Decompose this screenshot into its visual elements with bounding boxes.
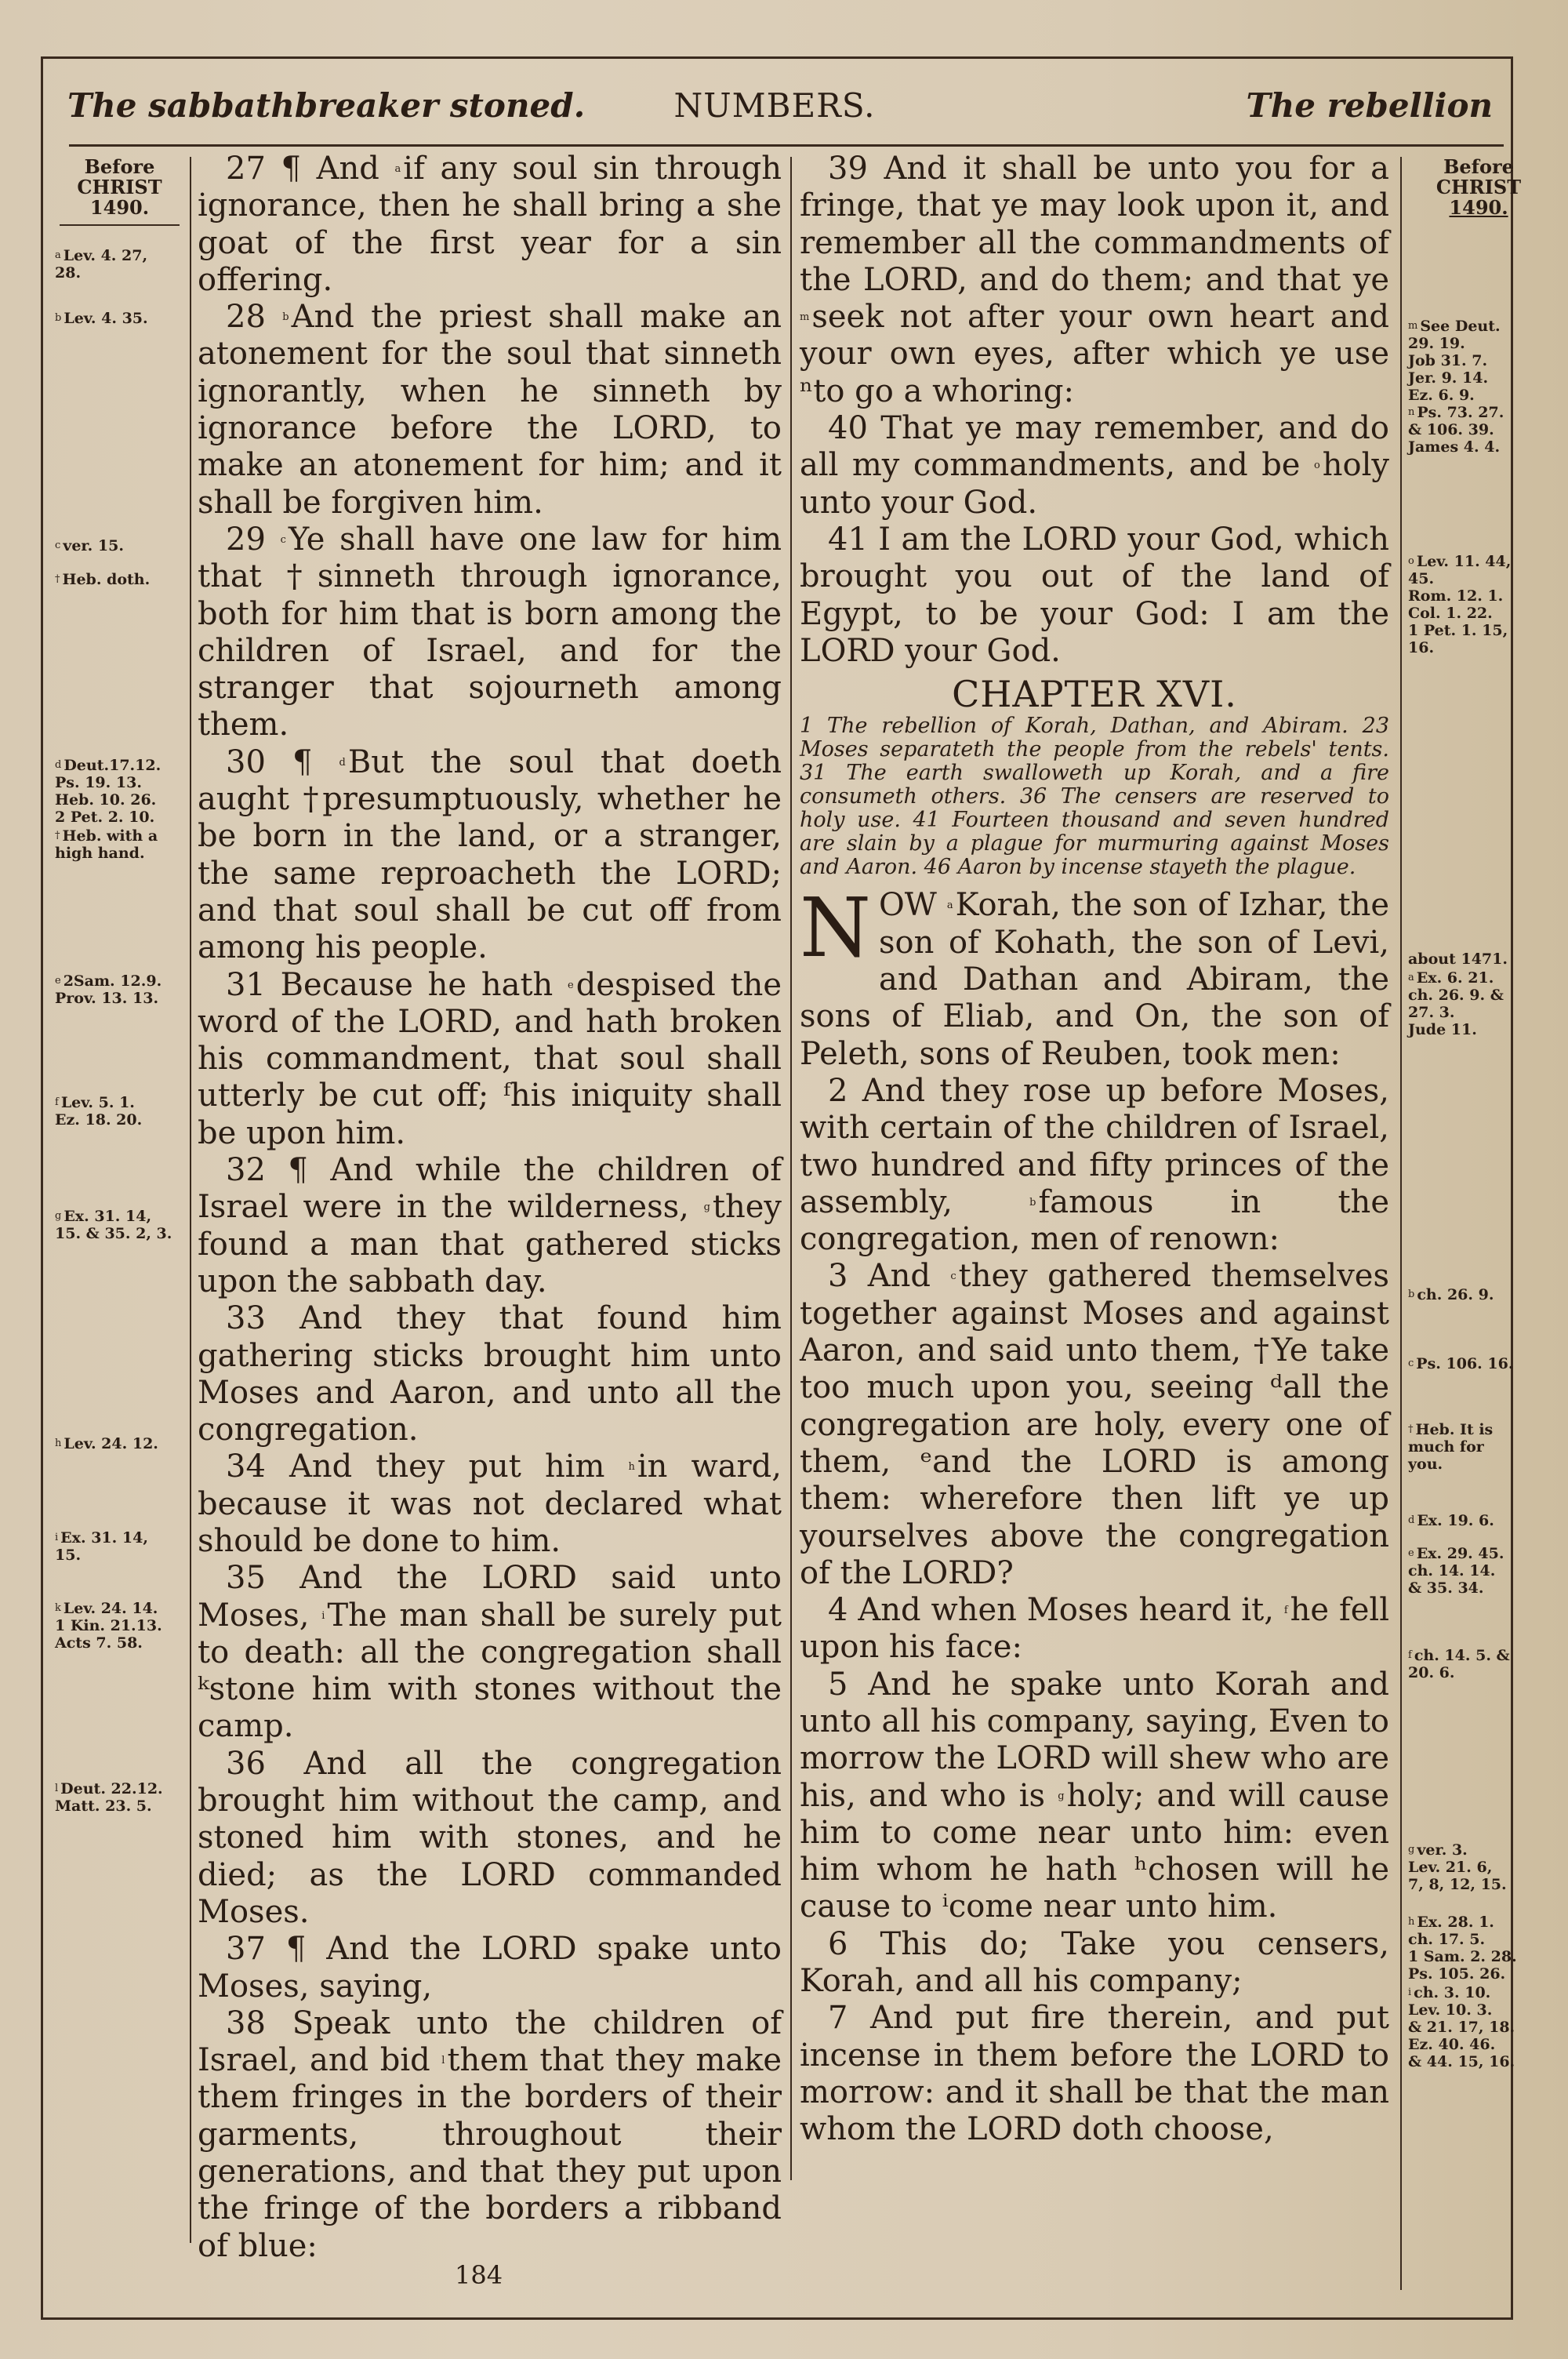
verse-4: 4 And when Moses heard it, $^f$he fell upon his face:: [800, 1592, 1390, 1666]
margin-note: $^n$ Ps. 73. 27. & 106. 39. James 4. 4.: [1408, 404, 1504, 456]
header-right-title: The rebellion: [1246, 86, 1493, 125]
left-margin-references: [55, 157, 184, 2235]
margin-note: $^d$ Deut.17.12. Ps. 19. 13. Heb. 10. 26. 2 Pet. 2. 10.: [55, 757, 162, 826]
verse-2: 2 And they rose up before Moses, with certain of the children of Israel, two hundred and fifty princes of the assembly, $^b$famous in the congregation, men of renown:: [800, 1072, 1390, 1258]
margin-note: $^h$ Lev. 24. 12.: [55, 1435, 158, 1452]
header-rule: [69, 144, 1504, 147]
running-header: [41, 78, 1508, 133]
era-year: 1490.: [1449, 196, 1508, 219]
margin-note: $^i$ Ex. 31. 14, 15.: [55, 1529, 148, 1564]
era-before: Before: [84, 155, 155, 178]
chapter-title: CHAPTER XVI.: [952, 673, 1237, 716]
verse-7: 7 And put fire therein, and put incense in them before the LORD to morrow: and it shall be that the man whom the LORD doth choose,: [800, 2000, 1390, 2148]
margin-note: $^b$ Lev. 4. 35.: [55, 310, 148, 327]
left-era-label: [55, 157, 184, 218]
verse-34: 34 And they put him $^h$in ward, because it was not declared what should be done to him.: [198, 1448, 782, 1559]
right-era-label: [1408, 157, 1549, 218]
margin-note: $^e$ Ex. 29. 45. ch. 14. 14. & 35. 34.: [1408, 1545, 1504, 1597]
margin-note: $^f$ Lev. 5. 1. Ez. 18. 20.: [55, 1094, 143, 1129]
era-before: Before: [1443, 155, 1514, 178]
era-christ: CHRIST: [1436, 176, 1522, 198]
verse-36: 36 And all the congregation brought him without the camp, and stoned him with stones, and he died; as the LORD commanded Moses.: [198, 1745, 782, 1930]
verse-30: 30 ¶ $^d$But the soul that doeth aught †presumptuously, whether he be born in the land, or a stranger, the same reproacheth the LORD; and that soul shall be cut off from among his people.: [198, 743, 782, 966]
verse-39: 39 And it shall be unto you for a fringe, that ye may look upon it, and remember all the commandments of the LORD, and do them; and that ye $^m$seek not after your own heart and your own eyes, after which ye use ⁿto go a whoring:: [800, 151, 1389, 409]
verse-6: 6 This do; Take you censers, Korah, and all his company;: [800, 1925, 1389, 2000]
verse-41: 41 I am the LORD your God, which brought you out of the land of Egypt, to be your God: I am the LORD your God.: [800, 521, 1389, 669]
text-column-left: [198, 151, 782, 2265]
era-christ: CHRIST: [77, 176, 162, 198]
verse-3: 3 And $^c$they gathered themselves together against Moses and against Aaron, and said unto them, †Ye take too much upon you, seeing ᵈall the congregation are holy, every one of them, ᵉand the LORD is among them: wherefore then lift ye up yourselves above the congregation of the LORD?: [800, 1258, 1389, 1591]
page-number: 184: [455, 2260, 503, 2290]
margin-note: $^c$ ver. 15.: [55, 537, 124, 554]
verse-40: 40 That ye may remember, and do all my commandments, and be $^o$holy unto your God.: [800, 410, 1389, 521]
margin-note: † Heb. It is much for you.: [1408, 1421, 1494, 1473]
chapter-summary: 1 The rebellion of Korah, Dathan, and Abiram. 23 Moses separateth the people from the rebels' tents. 31 The earth swalloweth up Korah, and a fire consumeth others. 36 The censers are reserved to holy use. 41 Fourteen thousand and seven hundred are slain by a plague for murmuring against Moses and Aaron. 46 Aaron by incense stayeth the plague.: [800, 714, 1389, 880]
header-book-title: NUMBERS.: [673, 86, 876, 125]
left-margin-rule: [190, 157, 191, 2243]
header-left-title: The sabbathbreaker stoned.: [67, 86, 586, 125]
verse-29: 29 $^c$Ye shall have one law for him that †sinneth through ignorance, both for him that is born among the children of Israel, and for the stranger that sojourneth among them.: [198, 521, 782, 743]
verse-1: NOW $^a$Korah, the son of Izhar, the son of Kohath, the son of Levi, and Dathan and Abiram, the sons of Eliab, and On, the son of Peleth, sons of Reuben, took men:: [800, 880, 1389, 1072]
margin-note: $^h$ Ex. 28. 1. ch. 17. 5. 1 Sam. 2. 28. Ps. 105. 26.: [1408, 1914, 1517, 1983]
verse-5: 5 And he spake unto Korah and unto all his company, saying, Even to morrow the LORD will shew who are his, and who is $^g$holy; and will cause him to come near unto him: even him whom he hath ʰchosen will he cause to ⁱcome near unto him.: [800, 1666, 1390, 1925]
margin-note: $^k$ Lev. 24. 14. 1 Kin. 21.13. Acts 7. 58.: [55, 1600, 162, 1652]
margin-note: $^m$ See Deut. 29. 19. Job 31. 7. Jer. 9. 14. Ez. 6. 9.: [1408, 318, 1501, 404]
center-column-rule: [790, 157, 792, 2180]
margin-note: $^e$ 2Sam. 12.9. Prov. 13. 13.: [55, 972, 162, 1007]
margin-note: † Heb. with a high hand.: [55, 827, 158, 862]
verse-33: 33 And they that found him gathering sticks brought him unto Moses and Aaron, and unto all the congregation.: [198, 1300, 782, 1448]
margin-note: $^l$ Deut. 22.12. Matt. 23. 5.: [55, 1780, 163, 1815]
right-margin-rule: [1400, 157, 1402, 2290]
margin-note: $^g$ Ex. 31. 14, 15. & 35. 2, 3.: [55, 1208, 172, 1242]
margin-note: $^a$ Lev. 4. 27, 28.: [55, 247, 148, 282]
margin-note: $^d$ Ex. 19. 6.: [1408, 1512, 1494, 1529]
margin-note: $^a$ Ex. 6. 21. ch. 26. 9. & 27. 3. Jude 11.: [1408, 969, 1504, 1038]
verse-37: 37 ¶ And the LORD spake unto Moses, saying,: [198, 1931, 782, 2005]
verse-38: 38 Speak unto the children of Israel, and bid $^l$them that they make them fringes in the borders of their garments, throughout their generations, and that they put upon the fringe of the borders a ribband of blue:: [198, 2005, 782, 2264]
right-margin-references: [1408, 157, 1549, 2274]
margin-note: $^b$ ch. 26. 9.: [1408, 1286, 1494, 1303]
margin-note: about 1471.: [1408, 951, 1508, 968]
verse-35: 35 And the LORD said unto Moses, $^i$The man shall be surely put to death: all the congregation shall ᵏstone him with stones without the camp.: [198, 1560, 782, 1745]
text-column-right: [800, 151, 1389, 2149]
verse-27: 27 ¶ And $^a$if any soul sin through ignorance, then he shall bring a she goat of the first year for a sin offering.: [198, 151, 782, 298]
drop-cap: N: [800, 880, 871, 976]
margin-note: $^g$ ver. 3. Lev. 21. 6, 7, 8, 12, 15.: [1408, 1841, 1507, 1893]
verse-28: 28 $^b$And the priest shall make an atonement for the soul that sinneth ignorantly, when he sinneth by ignorance before the LORD, to make an atonement for him; and it shall be forgiven him.: [198, 299, 782, 521]
margin-note: $^i$ ch. 3. 10. Lev. 10. 3. & 21. 17, 18. Ez. 40. 46. & 44. 15, 16.: [1408, 1984, 1515, 2070]
verse-32: 32 ¶ And while the children of Israel were in the wilderness, $^g$they found a man that gathered sticks upon the sabbath day.: [198, 1152, 782, 1299]
margin-note: $^c$ Ps. 106. 16.: [1408, 1355, 1514, 1372]
verse-31: 31 Because he hath $^e$despised the word of the LORD, and hath broken his commandment, that soul shall utterly be cut off; ᶠhis iniquity shall be upon him.: [198, 966, 782, 1151]
margin-note: † Heb. doth.: [55, 571, 151, 588]
era-rule: [60, 224, 180, 226]
margin-note: $^o$ Lev. 11. 44, 45. Rom. 12. 1. Col. 1. 22. 1 Pet. 1. 15, 16.: [1408, 553, 1512, 656]
margin-note: $^f$ ch. 14. 5. & 20. 6.: [1408, 1647, 1510, 1681]
era-year: 1490.: [89, 196, 150, 219]
